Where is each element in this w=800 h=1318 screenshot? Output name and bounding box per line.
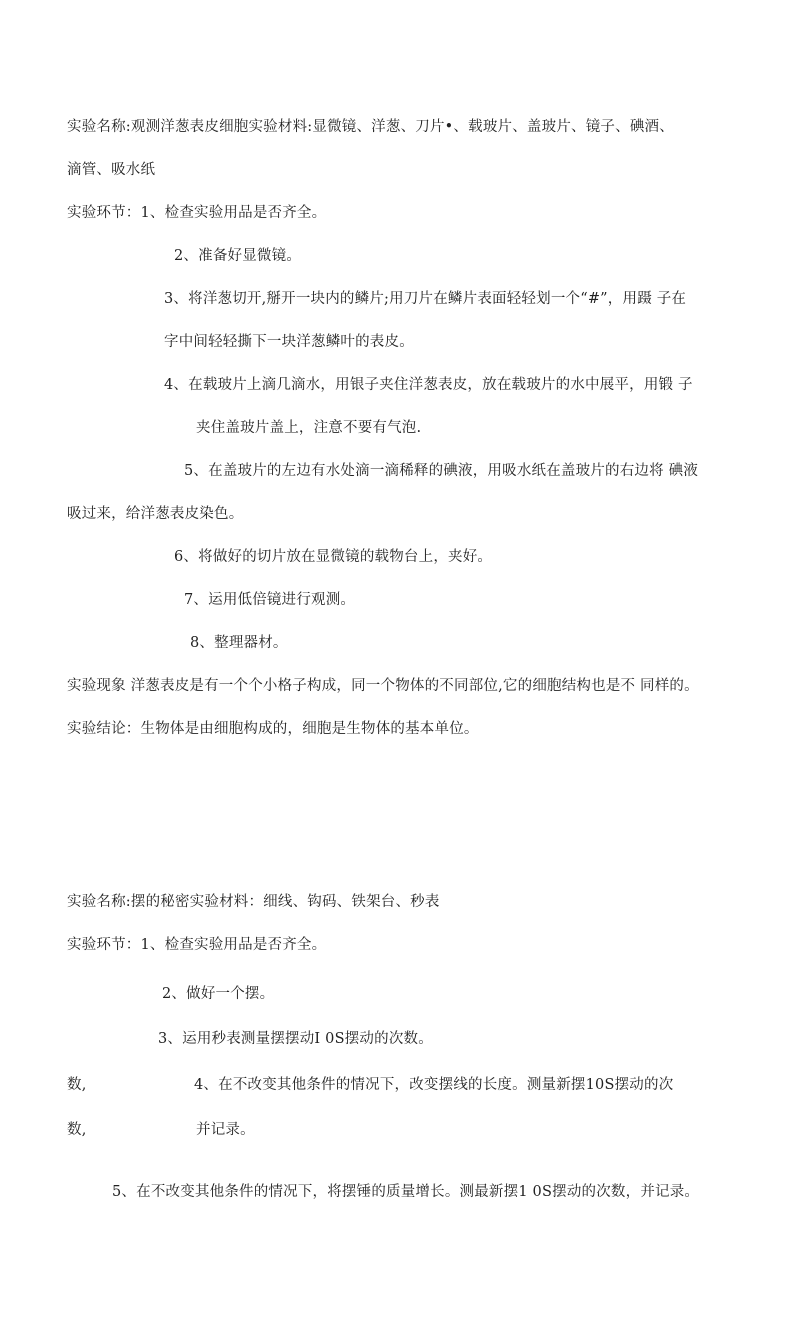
exp1-step-4a: 4、在载玻片上滴几滴水，用银子夹住洋葱表皮，放在载玻片的水中展平，用锻 子 — [164, 377, 693, 393]
exp1-step-3b: 字中间轻轻撕下一块洋葱鳞叶的表皮。 — [164, 334, 414, 350]
exp1-step-4b: 夹住盖玻片盖上，注意不要有气泡. — [196, 420, 422, 436]
exp1-step-5a: 5、在盖玻片的左边有水处滴一滴稀释的碘液，用吸水纸在盖玻片的右边将 碘液 — [184, 463, 699, 479]
exp2-step-4-margin: 数, — [67, 1077, 87, 1093]
exp1-title-materials: 实验名称:观测洋葱表皮细胞实验材料:显微镜、洋葱、刀片•、载玻片、盖玻片、镜子、碘酒、 — [67, 119, 674, 135]
exp2-step-4: 4、在不改变其他条件的情况下，改变摆线的长度。测量新摆10S摆动的次 — [194, 1077, 674, 1093]
exp1-phenomenon: 实验现象 洋葱表皮是有一个个小格子构成，同一个物体的不同部位,它的细胞结构也是不 同样的。 — [67, 678, 699, 694]
exp1-step-5b: 吸过来，给洋葱表皮染色。 — [67, 506, 244, 522]
exp2-step-3: 3、运用秒表测量摆摆动I 0S摆动的次数。 — [158, 1031, 433, 1047]
exp2-step-1: 实验环节：1、检查实验用品是否齐全。 — [67, 937, 327, 953]
exp2-step-4b: 并记录。 — [196, 1122, 255, 1138]
exp1-step-2: 2、准备好显微镜。 — [174, 248, 302, 264]
exp1-step-1: 实验环节：1、检查实验用品是否齐全。 — [67, 205, 327, 221]
exp2-step-5: 5、在不改变其他条件的情况下，将摆锤的质量增长。测最新摆1 0S摆动的次数，并记录。 — [112, 1184, 700, 1200]
exp1-step-7: 7、运用低倍镜进行观测。 — [184, 592, 356, 608]
exp1-step-3a: 3、将洋葱切开,掰开一块内的鳞片;用刀片在鳞片表面轻轻划一个“#”，用蹑 子在 — [164, 291, 687, 307]
exp1-conclusion: 实验结论：生物体是由细胞构成的，细胞是生物体的基本单位。 — [67, 721, 479, 737]
exp1-materials-cont: 滴管、吸水纸 — [67, 162, 156, 178]
exp2-step-2: 2、做好一个摆。 — [162, 986, 275, 1002]
exp1-step-8: 8、整理器材。 — [190, 635, 288, 651]
exp2-step-4b-margin: 数, — [67, 1122, 87, 1138]
exp2-title-materials: 实验名称:摆的秘密实验材料：细线、钩码、铁架台、秒表 — [67, 894, 440, 910]
exp1-step-6: 6、将做好的切片放在显微镜的载物台上，夹好。 — [174, 549, 493, 565]
